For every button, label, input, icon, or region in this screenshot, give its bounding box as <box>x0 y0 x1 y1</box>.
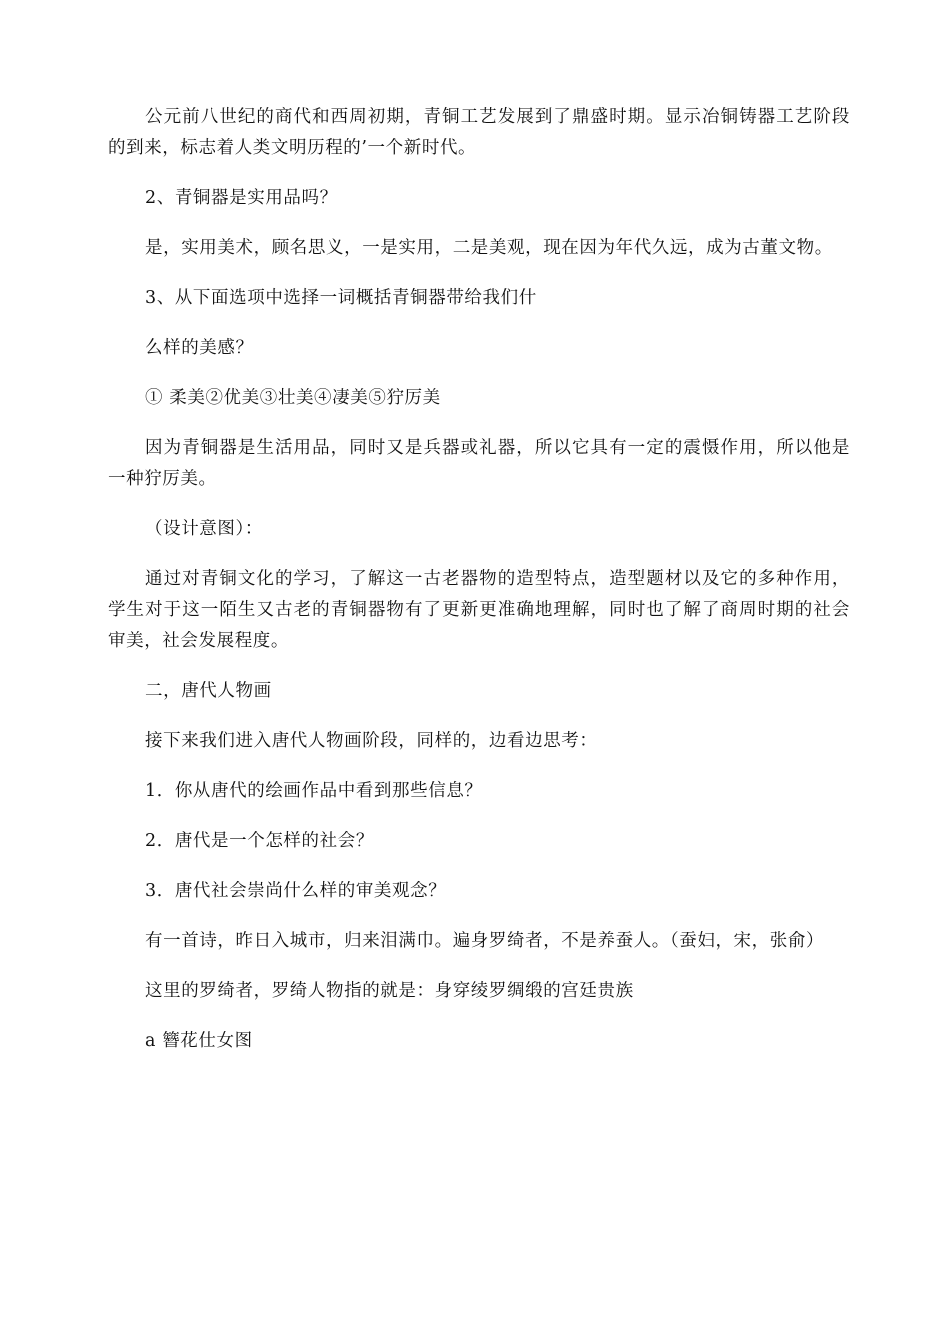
paragraph-bronze-era: 公元前八世纪的商代和西周初期，青铜工艺发展到了鼎盛时期。显示冶铜铸器工艺阶段的到来，标志着人类文明历程的’一个新时代。 <box>108 107 850 158</box>
design-intent-text: 通过对青铜文化的学习，了解这一古老器物的造型特点，造型题材以及它的多种作用，学生对于这一陌生又古老的青铜器物有了更新更准确地理解，同时也了解了商周时期的社会审美，社会发展程度。 <box>108 569 850 651</box>
tang-intro: 接下来我们进入唐代人物画阶段，同样的，边看边思考： <box>145 731 598 751</box>
tang-question-2: 2．唐代是一个怎样的社会？ <box>145 831 374 851</box>
poem-paragraph: 有一首诗，昨日入城市，归来泪满巾。遍身罗绮者，不是养蚕人。（蚕妇，宋，张俞） <box>145 931 825 951</box>
document-body <box>108 102 850 1076</box>
answer-bronze-aesthetic: 因为青铜器是生活用品，同时又是兵器或礼器，所以它具有一定的震慑作用，所以他是一种狞厉美。 <box>108 438 850 489</box>
design-intent-heading: （设计意图）： <box>145 519 263 539</box>
section-heading-tang-painting: 二，唐代人物画 <box>145 681 272 701</box>
painting-title-a: a 簪花仕女图 <box>145 1031 253 1051</box>
answer-bronze-practical: 是，实用美术，顾名思义，一是实用，二是美观，现在因为年代久远，成为古董文物。 <box>145 238 833 258</box>
tang-question-3: 3．唐代社会崇尚什么样的审美观念？ <box>145 881 447 901</box>
question-bronze-aesthetic-line1: 3、从下面选项中选择一词概括青铜器带给我们什 <box>145 288 537 308</box>
luoqi-explanation: 这里的罗绮者，罗绮人物指的就是：身穿绫罗绸缎的宫廷贵族 <box>145 981 634 1001</box>
aesthetic-options: ① 柔美②优美③壮美④凄美⑤狞厉美 <box>145 388 441 408</box>
question-bronze-aesthetic-line2: 么样的美感？ <box>145 338 254 358</box>
tang-question-1: 1．你从唐代的绘画作品中看到那些信息？ <box>145 781 483 801</box>
question-bronze-practical: 2、青铜器是实用品吗？ <box>145 188 338 208</box>
